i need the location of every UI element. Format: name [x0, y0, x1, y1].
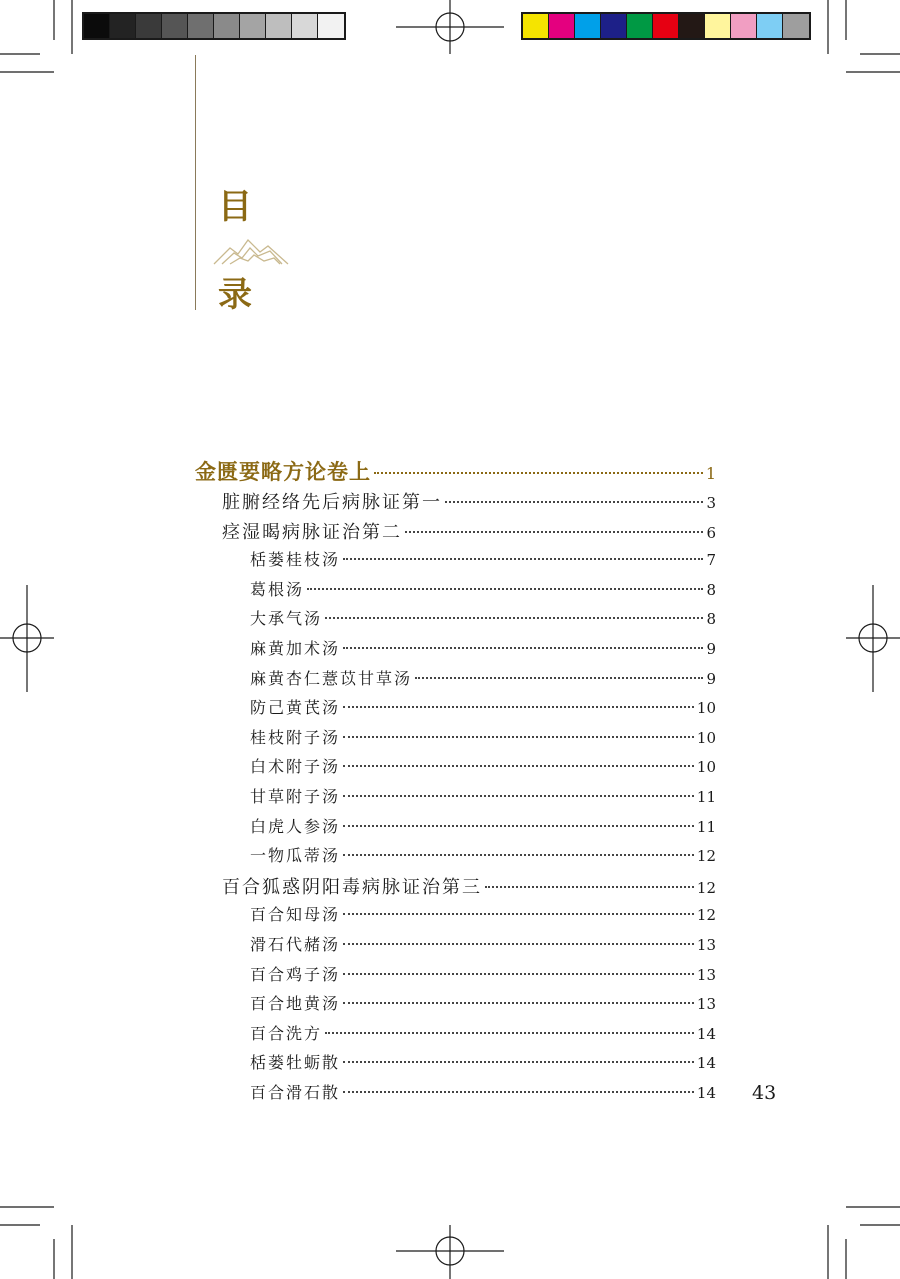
toc-entry[interactable] — [250, 577, 716, 600]
toc-leader-dots — [343, 913, 694, 915]
toc-leader-dots — [485, 886, 694, 888]
toc-entry-page: 11 — [696, 817, 716, 836]
toc-entry-label: 白虎人参汤 — [250, 816, 341, 836]
toc-leader-dots — [325, 617, 703, 619]
toc-entry-page: 3 — [706, 494, 716, 512]
toc-entry-page: 8 — [706, 610, 716, 629]
toc-entry-page: 6 — [706, 523, 716, 542]
toc-entry[interactable] — [195, 456, 716, 486]
toc-entry[interactable] — [250, 636, 716, 659]
toc-entry-label: 百合地黄汤 — [250, 994, 341, 1014]
toc-entry-label: 百合知母汤 — [250, 905, 341, 925]
toc-leader-dots — [325, 1032, 694, 1034]
toc-entry[interactable] — [250, 666, 716, 689]
toc-entry-page: 1 — [705, 464, 716, 483]
toc-entry-page: 13 — [696, 936, 716, 954]
toc-entry-label: 葛根汤 — [250, 579, 305, 599]
toc-entry[interactable] — [250, 1080, 716, 1103]
toc-entry-page: 10 — [696, 758, 716, 777]
toc-leader-dots — [343, 558, 703, 560]
toc-entry[interactable] — [250, 962, 716, 985]
toc-entry[interactable] — [250, 606, 716, 629]
toc-entry-label: 百合狐惑阴阳毒病脉证治第三 — [222, 876, 482, 898]
toc-entry-page: 10 — [696, 699, 716, 718]
toc-entry-label: 防己黄芪汤 — [250, 698, 341, 718]
page-number: 43 — [752, 1082, 777, 1104]
toc-entry-label: 一物瓜蒂汤 — [250, 846, 341, 866]
toc-entry-label: 甘草附子汤 — [250, 787, 341, 806]
toc-entry-label: 栝蒌桂枝汤 — [250, 550, 341, 570]
toc-leader-dots — [343, 736, 694, 738]
toc-leader-dots — [405, 531, 703, 533]
toc-entry-page: 11 — [696, 788, 716, 806]
toc-entry[interactable] — [222, 873, 716, 899]
toc-leader-dots — [415, 677, 703, 679]
toc-leader-dots — [343, 973, 694, 975]
registration-mark-icon — [0, 585, 54, 692]
toc-entry[interactable] — [222, 488, 716, 514]
toc-entry[interactable] — [250, 902, 716, 925]
toc-entry-label: 百合洗方 — [250, 1023, 323, 1043]
toc-entry[interactable] — [250, 814, 716, 837]
toc-leader-dots — [374, 472, 703, 474]
toc-entry[interactable] — [250, 754, 716, 777]
toc-entry-page: 7 — [706, 551, 716, 570]
toc-entry-page: 13 — [696, 965, 716, 984]
toc-entry[interactable] — [250, 695, 716, 718]
toc-entry-label: 麻黄加术汤 — [250, 639, 341, 658]
toc-entry-label: 脏腑经络先后病脉证第一 — [222, 492, 442, 513]
toc-entry-label: 麻黄杏仁薏苡甘草汤 — [250, 668, 413, 688]
toc-entry-label: 大承气汤 — [250, 609, 323, 629]
toc-leader-dots — [343, 795, 694, 797]
toc-entry[interactable] — [250, 725, 716, 748]
toc-leader-dots — [445, 501, 703, 503]
toc-entry-page: 10 — [696, 728, 716, 747]
title-char-lu: 录 — [218, 275, 252, 315]
toc-entry[interactable] — [250, 784, 716, 807]
toc-entry-label: 滑石代赭汤 — [250, 935, 341, 954]
toc-entry[interactable] — [250, 843, 716, 866]
toc-leader-dots — [343, 1002, 694, 1004]
toc-leader-dots — [343, 825, 694, 827]
toc-leader-dots — [307, 588, 703, 590]
toc-entry[interactable] — [222, 518, 716, 544]
toc-entry-label: 金匮要略方论卷上 — [195, 459, 371, 484]
toc-leader-dots — [343, 765, 694, 767]
toc-entry-page: 12 — [696, 878, 716, 897]
toc-entry-page: 14 — [696, 1024, 716, 1043]
toc-leader-dots — [343, 943, 694, 945]
toc-entry-page: 12 — [696, 847, 716, 866]
toc-entry[interactable] — [250, 1021, 716, 1044]
toc-entry-label: 白术附子汤 — [250, 757, 341, 777]
toc-entry-label: 痉湿暍病脉证治第二 — [222, 521, 402, 543]
toc-leader-dots — [343, 647, 703, 649]
toc-entry-label: 栝蒌牡蛎散 — [250, 1053, 341, 1073]
toc-entry-page: 9 — [706, 669, 716, 688]
registration-mark-icon — [846, 585, 900, 692]
mountain-icon — [212, 234, 290, 268]
toc-entry-label: 百合鸡子汤 — [250, 964, 341, 984]
toc-leader-dots — [343, 706, 694, 708]
toc-entry[interactable] — [250, 547, 716, 570]
registration-mark-icon — [396, 0, 504, 54]
toc-entry[interactable] — [250, 932, 716, 955]
toc-entry-page: 13 — [696, 995, 716, 1014]
toc-entry-label: 百合滑石散 — [250, 1083, 341, 1102]
toc-entry-label: 桂枝附子汤 — [250, 727, 341, 747]
toc-entry-page: 9 — [706, 640, 716, 658]
toc-leader-dots — [343, 854, 694, 856]
toc-entry[interactable] — [250, 991, 716, 1014]
title-char-mu: 目 — [218, 187, 252, 227]
toc-entry[interactable] — [250, 1050, 716, 1073]
toc-entry-page: 14 — [696, 1084, 716, 1102]
registration-mark-icon — [396, 1225, 504, 1279]
toc-entry-page: 14 — [696, 1054, 716, 1073]
title-vertical-rule — [195, 55, 196, 310]
toc-leader-dots — [343, 1061, 694, 1063]
toc-entry-page: 12 — [696, 906, 716, 925]
toc-leader-dots — [343, 1091, 694, 1093]
toc-entry-page: 8 — [706, 580, 716, 599]
